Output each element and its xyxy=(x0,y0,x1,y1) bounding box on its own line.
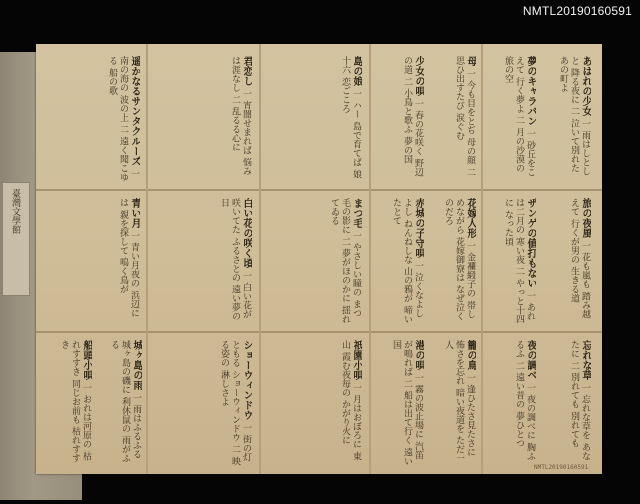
song-title: 青い月 xyxy=(129,198,140,228)
song-lyrics: 一 花も嵐も 踏み越えて 行くが男の 生きる道 xyxy=(569,198,590,319)
song-lyrics: 一 やさしい瞳の まつ毛の影に 二 夢がほのかに 揺れてゐる xyxy=(329,198,361,324)
song-block xyxy=(154,340,252,466)
song-block xyxy=(539,198,591,324)
song-lyrics: 一 霧の波止場に 汽笛が鳴れば 二 船は出て行く 遠い国 xyxy=(391,340,423,466)
song-lyrics: 一 青い月夜の 浜辺には 親を探して 鳴く鳥が xyxy=(118,198,139,318)
song-block xyxy=(376,340,424,466)
song-lyrics: 一 南の海の 波の上 二 遠く聞こゆる 船の歌 xyxy=(107,56,139,182)
song-title: あはれの少女 xyxy=(580,56,591,116)
song-block xyxy=(488,56,536,184)
song-block xyxy=(376,56,424,184)
song-title: ショーウィンドウ xyxy=(241,340,252,420)
song-title: 城ヶ島の雨 xyxy=(131,340,142,390)
song-block xyxy=(428,198,476,324)
song-lyrics: 一 春の花咲く 野辺の道 二 小鳥と歌ふ 夢の国 xyxy=(402,56,423,177)
fold-line-right xyxy=(481,44,483,474)
song-title: 祇園小唄 xyxy=(351,340,362,380)
song-block xyxy=(42,340,92,466)
song-lyrics: 一 あれは二月の 寒い夜 二 やっと十四に なった頃 xyxy=(503,198,535,324)
song-sheet xyxy=(36,44,602,474)
song-lyrics: 一 おれは河原の 枯れすすき 同じお前も 枯れすすき xyxy=(59,340,91,463)
song-block xyxy=(376,198,424,324)
tape-text: 臺灣文學館 xyxy=(10,189,20,234)
song-block xyxy=(266,56,362,184)
song-lyrics: 一 忘れな草を あなたに 二 別れても 別れても xyxy=(569,340,590,461)
song-lyrics: 一 逢ひたさ見たさに 怖さを忘れ 暗い夜道を ただ一人 xyxy=(443,340,475,463)
song-block xyxy=(488,340,536,466)
song-title: ザンゲの値打もない xyxy=(525,198,536,288)
song-block xyxy=(96,340,142,466)
song-lyrics: 一 泣くなよしよし ねんねしな 山の鴉が 啼いたとて xyxy=(391,198,423,324)
song-title: 花嫁人形 xyxy=(465,198,476,238)
fold-line-mid-left xyxy=(259,44,261,474)
song-title: 赤城の子守唄 xyxy=(413,198,424,258)
song-title: 港の唄 xyxy=(413,340,424,370)
song-block xyxy=(266,198,362,324)
song-block xyxy=(539,56,591,184)
song-title: 船頭小唄 xyxy=(81,340,92,380)
song-lyrics: 一 雨はしとしと 降る夜に 二 泣いて別れた あの町よ xyxy=(558,56,590,176)
song-title: 忘れな草 xyxy=(580,340,591,380)
song-lyrics: 一 白い花が 咲いてた ふるさとの 遠い夢の日 xyxy=(219,198,251,321)
song-lyrics: 一 月はおぼろに 東山 霞む夜毎の かがり火に xyxy=(340,340,361,461)
song-block xyxy=(428,340,476,466)
song-title: 島の娘 xyxy=(351,56,362,86)
song-lyrics: 一 砂丘をこえて 行く夢よ 二 月の沙漠の 旅の空 xyxy=(503,56,535,177)
song-block xyxy=(154,198,252,324)
song-title: 旅の夜風 xyxy=(580,198,591,238)
song-title: 籠の鳥 xyxy=(465,340,476,370)
pencil-catalog-number: NMTL20190160591 xyxy=(534,464,589,471)
song-lyrics: 一 金襴緞子の 帯しめながら 花嫁御寮は なぜ泣くのだろ xyxy=(443,198,475,321)
song-title: まつ毛 xyxy=(351,198,362,228)
song-block xyxy=(42,56,140,184)
song-lyrics: 一 ハー 島で育てば 娘十六 恋ごころ xyxy=(340,56,361,179)
song-block xyxy=(266,340,362,466)
fold-line-mid-right xyxy=(369,44,371,474)
fold-line-bottom xyxy=(36,331,602,333)
song-block xyxy=(154,56,252,184)
song-lyrics: 一 今も目をとぢ 母の顔 二 思ひ出すたび 涙ぐむ xyxy=(454,56,475,177)
catalog-id-label: NMTL20190160591 xyxy=(522,4,632,18)
archive-tape-label xyxy=(2,182,30,296)
song-title: 夢のキャラバン xyxy=(525,56,536,126)
song-lyrics: 一 街の灯ともる ショーウィンドウ 二 映る姿の 淋しさよ xyxy=(219,340,251,466)
song-title: 遥かなるサンタクルーズ xyxy=(129,56,140,166)
song-title: 少女の唄 xyxy=(413,56,424,96)
song-title: 君恋し xyxy=(241,56,252,86)
song-block xyxy=(42,198,140,324)
song-title: 母 xyxy=(465,56,476,66)
fold-line-top xyxy=(36,189,602,191)
song-block xyxy=(539,340,591,466)
song-block xyxy=(428,56,476,184)
song-block xyxy=(488,198,536,324)
song-title: 夜の調べ xyxy=(525,340,536,380)
fold-line-left xyxy=(146,44,148,474)
song-lyrics: 一 夜の調べに 胸ふるふ 二 遠い昔の 夢ひとつ xyxy=(514,340,535,461)
song-lyrics: 一 雨はふるふる 城ヶ島の磯に 利休鼠の 雨がふる xyxy=(109,340,141,463)
song-title: 白い花の咲く頃 xyxy=(241,198,252,268)
song-lyrics: 一 宵闇せまれば 悩みは涯なし 二 乱るる心に xyxy=(230,56,251,176)
